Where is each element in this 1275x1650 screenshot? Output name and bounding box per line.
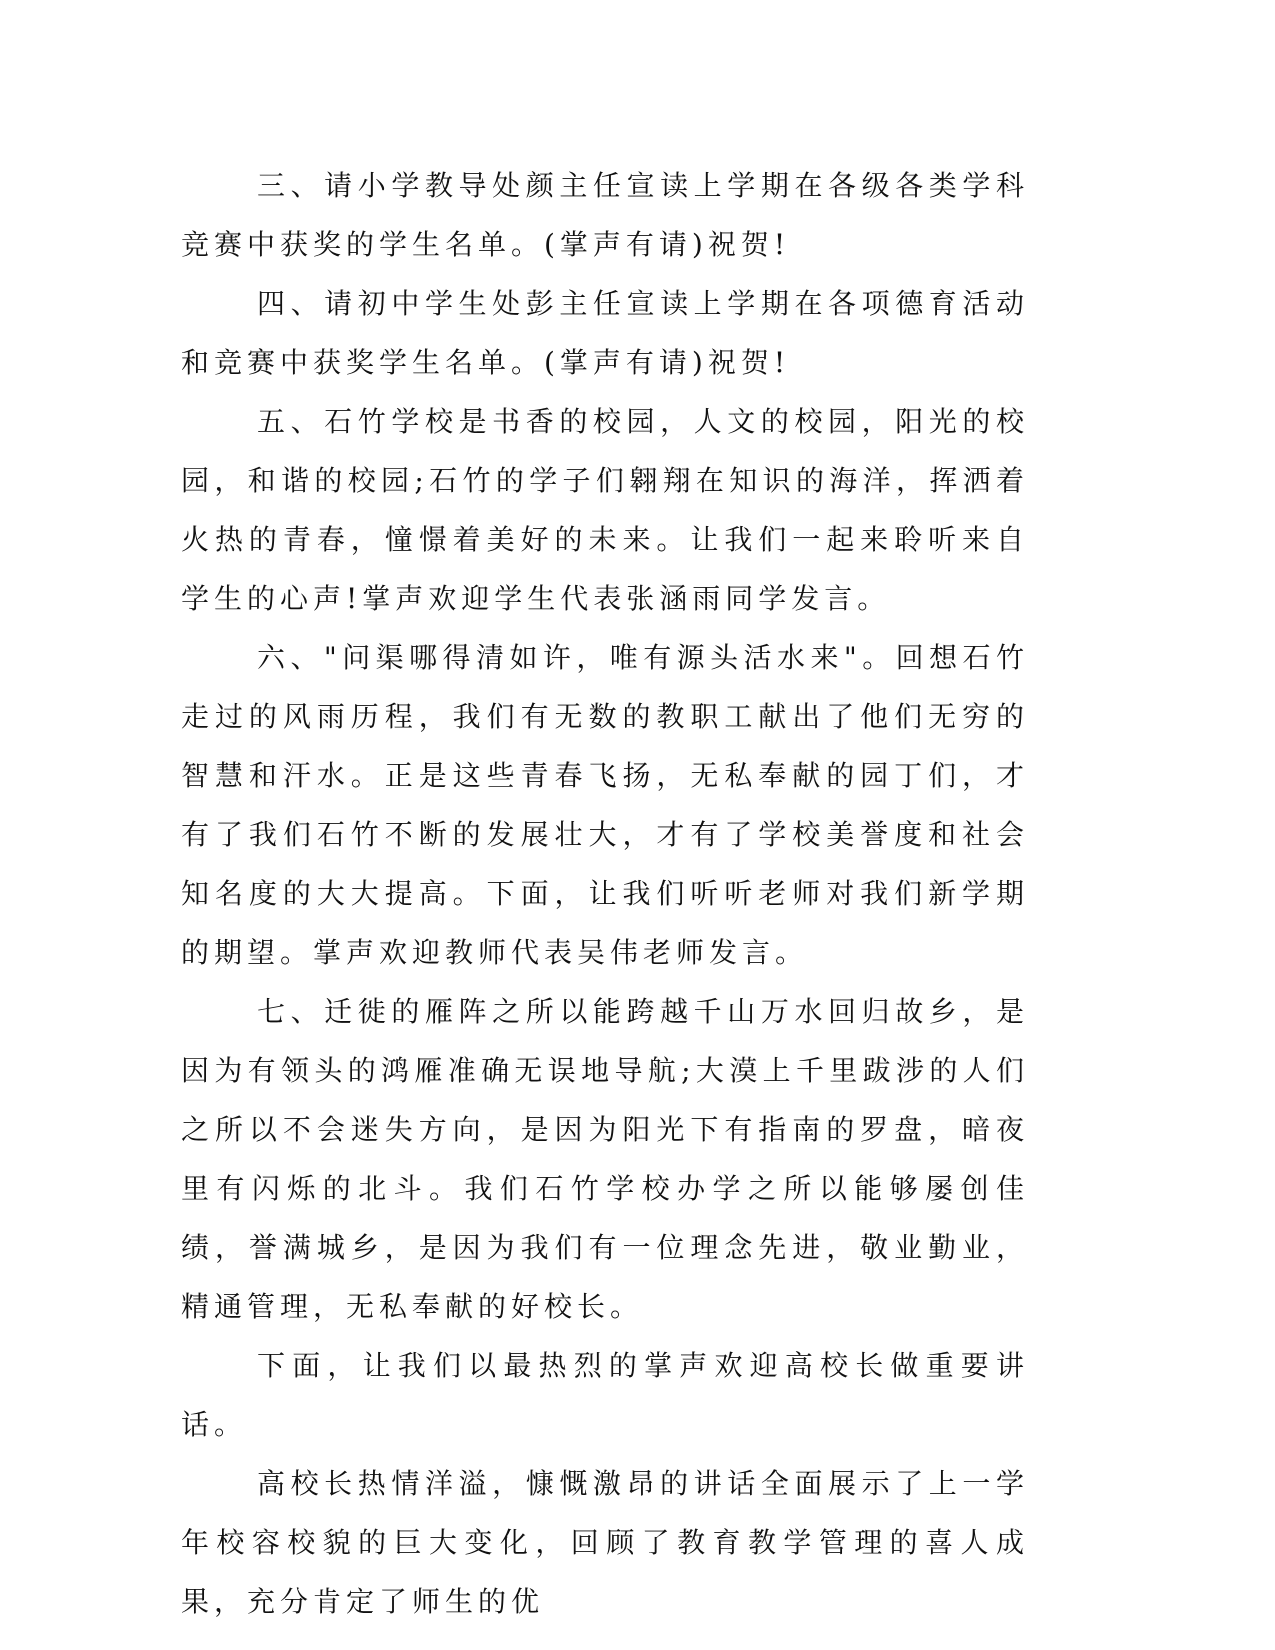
paragraph-item-4: 四、请初中学生处彭主任宣读上学期在各项德育活动和竞赛中获奖学生名单。(掌声有请)祝贺!: [181, 287, 1029, 379]
paragraph-principal-invite: 下面，让我们以最热烈的掌声欢迎高校长做重要讲话。: [181, 1349, 1029, 1441]
paragraph-item-3: 三、请小学教导处颜主任宣读上学期在各级各类学科竞赛中获奖的学生名单。(掌声有请)祝贺!: [181, 169, 1029, 261]
document-body: [181, 156, 1029, 1631]
paragraph-item-6: 六、"问渠哪得清如许，唯有源头活水来"。回想石竹走过的风雨历程，我们有无数的教职工献出了他们无穷的智慧和汗水。正是这些青春飞扬，无私奉献的园丁们，才有了我们石竹不断的发展壮大，才有了学校美誉度和社会知名度的大大提高。下面，让我们听听老师对我们新学期的期望。掌声欢迎教师代表吴伟老师发言。: [181, 641, 1029, 969]
paragraph-item-5: 五、石竹学校是书香的校园，人文的校园，阳光的校园，和谐的校园;石竹的学子们翱翔在知识的海洋，挥洒着火热的青春，憧憬着美好的未来。让我们一起来聆听来自学生的心声!掌声欢迎学生代表张涵雨同学发言。: [181, 405, 1029, 615]
paragraph-item-7: 七、迁徙的雁阵之所以能跨越千山万水回归故乡，是因为有领头的鸿雁准确无误地导航;大漠上千里跋涉的人们之所以不会迷失方向，是因为阳光下有指南的罗盘，暗夜里有闪烁的北斗。我们石竹学校办学之所以能够屡创佳绩，誉满城乡，是因为我们有一位理念先进，敬业勤业，精通管理，无私奉献的好校长。: [181, 995, 1029, 1323]
paragraph-principal-summary: 高校长热情洋溢，慷慨激昂的讲话全面展示了上一学年校容校貌的巨大变化，回顾了教育教学管理的喜人成果，充分肯定了师生的优: [181, 1467, 1029, 1618]
